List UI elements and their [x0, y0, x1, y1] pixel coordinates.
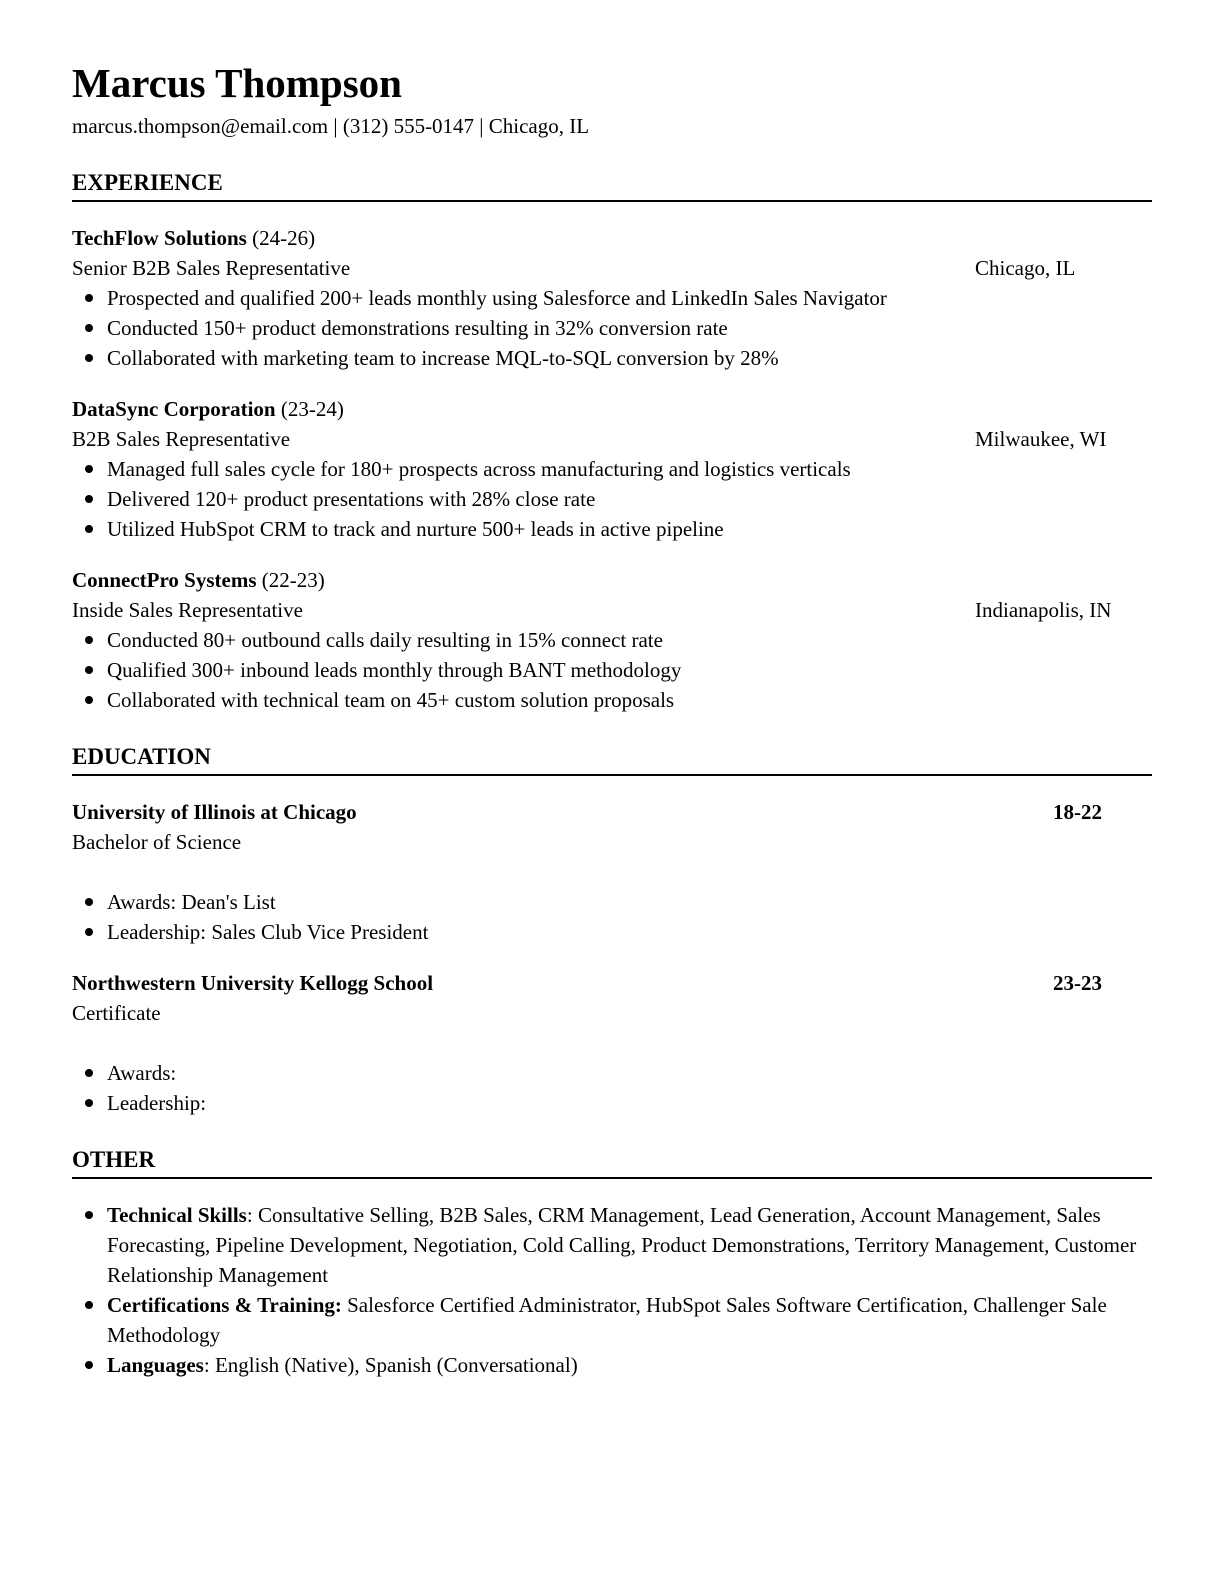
- school-name: Northwestern University Kellogg School: [72, 971, 434, 995]
- bullet-icon: [85, 354, 93, 362]
- bullet-list: [72, 454, 1152, 544]
- bullet-item: [72, 454, 1152, 484]
- other-item: [72, 1200, 1152, 1290]
- bullet-icon: [85, 324, 93, 332]
- other-list: [72, 1200, 1152, 1380]
- bullet-icon: [85, 495, 93, 503]
- company-dates: (22-23): [261, 568, 325, 592]
- bullet-icon: [85, 928, 93, 936]
- bullet-icon: [85, 1211, 93, 1219]
- bullet-item: [72, 685, 1152, 715]
- company-line: [72, 394, 1152, 424]
- bullet-item: [72, 655, 1152, 685]
- school-line: [72, 797, 1152, 827]
- school-name: University of Illinois at Chicago: [72, 800, 357, 824]
- other-label: Certifications & Training:: [107, 1293, 342, 1317]
- bullet-list: [72, 283, 1152, 373]
- bullet-text: Qualified 300+ inbound leads monthly through BANT methodology: [107, 658, 682, 682]
- bullet-item: [72, 343, 1152, 373]
- bullet-icon: [85, 636, 93, 644]
- bullet-item: [72, 514, 1152, 544]
- bullet-text: Conducted 150+ product demonstrations resulting in 32% conversion rate: [107, 316, 728, 340]
- other-entry: [107, 1353, 578, 1377]
- company-line: [72, 565, 1152, 595]
- candidate-name: Marcus Thompson: [72, 60, 402, 106]
- job-entry: [72, 223, 1152, 373]
- bullet-text: Delivered 120+ product presentations with 28% close rate: [107, 487, 596, 511]
- company-dates: (23-24): [280, 397, 344, 421]
- bullet-text: Leadership: Sales Club Vice President: [107, 920, 429, 944]
- bullet-list: [72, 625, 1152, 715]
- other-item: [72, 1290, 1152, 1350]
- bullet-icon: [85, 294, 93, 302]
- other-item: [72, 1350, 1152, 1380]
- bullet-item: [72, 484, 1152, 514]
- company-name: ConnectPro Systems: [72, 568, 257, 592]
- role-line: [72, 424, 1152, 454]
- bullet-text: Awards:: [107, 1061, 177, 1085]
- other-label: Languages: [107, 1353, 204, 1377]
- section-title-experience: EXPERIENCE: [72, 169, 1152, 202]
- bullet-item: [72, 1058, 1152, 1088]
- bullet-item: [72, 1088, 1152, 1118]
- company-name: DataSync Corporation: [72, 397, 276, 421]
- bullet-icon: [85, 1361, 93, 1369]
- bullet-item: [72, 917, 1152, 947]
- job-entry: [72, 565, 1152, 715]
- bullet-text: Utilized HubSpot CRM to track and nurture 500+ leads in active pipeline: [107, 517, 724, 541]
- section-title-other: OTHER: [72, 1146, 1152, 1179]
- other-text: Salesforce Certified Administrator, HubSpot Sales Software Certification, Challenger Sale Methodology: [107, 1293, 1107, 1347]
- bullet-item: [72, 283, 1152, 313]
- bullet-item: [72, 313, 1152, 343]
- bullet-text: Prospected and qualified 200+ leads monthly using Salesforce and LinkedIn Sales Navigator: [107, 286, 887, 310]
- school-dates: 18-22: [1053, 800, 1102, 824]
- contact-line: marcus.thompson@email.com | (312) 555-0147 | Chicago, IL: [72, 114, 590, 138]
- job-entry: [72, 394, 1152, 544]
- bullet-list: [72, 1058, 1152, 1118]
- school-line: [72, 968, 1152, 998]
- bullet-text: Leadership:: [107, 1091, 207, 1115]
- bullet-icon: [85, 1099, 93, 1107]
- other-label: Technical Skills: [107, 1203, 247, 1227]
- bullet-icon: [85, 1301, 93, 1309]
- job-role: B2B Sales Representative: [72, 427, 291, 451]
- role-line: [72, 253, 1152, 283]
- bullet-icon: [85, 465, 93, 473]
- bullet-text: Managed full sales cycle for 180+ prospects across manufacturing and logistics verticals: [107, 457, 851, 481]
- bullet-text: Collaborated with technical team on 45+ custom solution proposals: [107, 688, 675, 712]
- company-name: TechFlow Solutions: [72, 226, 247, 250]
- bullet-item: [72, 887, 1152, 917]
- school-entry: [72, 797, 1152, 947]
- school-dates: 23-23: [1053, 971, 1102, 995]
- other-entry: [107, 1203, 1136, 1287]
- bullet-icon: [85, 1069, 93, 1077]
- bullet-text: Conducted 80+ outbound calls daily resulting in 15% connect rate: [107, 628, 663, 652]
- company-dates: (24-26): [252, 226, 316, 250]
- job-role: Senior B2B Sales Representative: [72, 256, 351, 280]
- role-line: [72, 595, 1152, 625]
- bullet-text: Awards: Dean's List: [107, 890, 276, 914]
- job-role: Inside Sales Representative: [72, 598, 303, 622]
- school-entry: [72, 968, 1152, 1118]
- other-entry: [107, 1293, 1107, 1347]
- other-text: : English (Native), Spanish (Conversational): [203, 1353, 578, 1377]
- bullet-icon: [85, 666, 93, 674]
- bullet-icon: [85, 898, 93, 906]
- job-location: Milwaukee, WI: [975, 427, 1107, 451]
- company-line: [72, 223, 1152, 253]
- bullet-icon: [85, 696, 93, 704]
- section-title-education: EDUCATION: [72, 743, 1152, 776]
- bullet-icon: [85, 525, 93, 533]
- bullet-text: Collaborated with marketing team to increase MQL-to-SQL conversion by 28%: [107, 346, 779, 370]
- bullet-list: [72, 887, 1152, 947]
- degree: Certificate: [72, 1001, 161, 1025]
- degree: Bachelor of Science: [72, 830, 242, 854]
- job-location: Chicago, IL: [975, 256, 1076, 280]
- other-text: : Consultative Selling, B2B Sales, CRM Management, Lead Generation, Account Management, Sales Forecasting, Pipeline Development, Negotiation, Cold Calling, Product Demonstrations, Territory Management, Customer Relationship Management: [107, 1203, 1137, 1287]
- bullet-item: [72, 625, 1152, 655]
- job-location: Indianapolis, IN: [975, 598, 1112, 622]
